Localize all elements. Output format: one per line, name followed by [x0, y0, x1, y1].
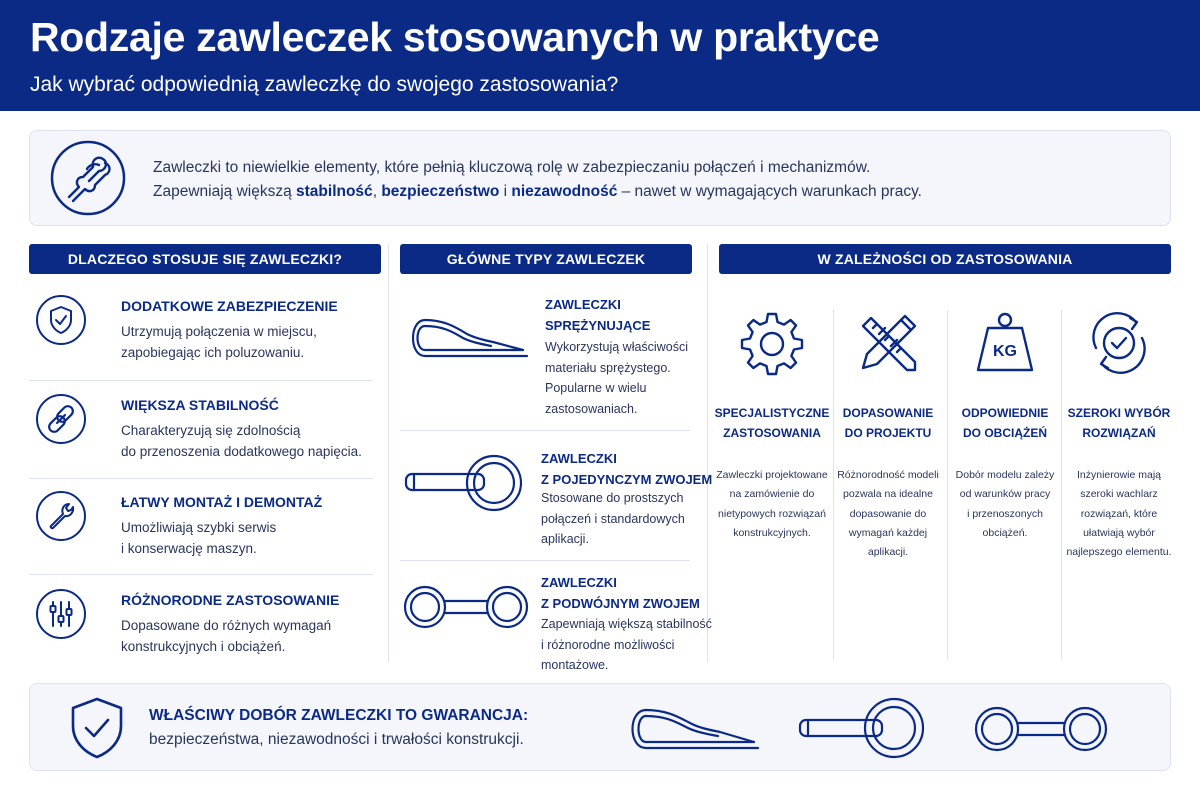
- shield-check-icon: [35, 294, 87, 346]
- svg-text:KG: KG: [993, 343, 1017, 360]
- section-header-apps: W ZALEŻNOŚCI OD ZASTOSOWANIA: [719, 244, 1171, 274]
- why-description: Utrzymują połączenia w miejscu, zapobiegając ich poluzowaniu.: [121, 324, 317, 360]
- row-divider: [29, 478, 373, 479]
- type-title: ZAWLECZKI SPRĘŻYNUJĄCE: [545, 297, 651, 333]
- spring-cotter-pin-image: [405, 312, 533, 364]
- wrench-icon: [35, 490, 87, 542]
- row-divider: [29, 380, 373, 381]
- single-coil-pin-image: [798, 694, 926, 762]
- why-description: Dopasowane do różnych wymagań konstrukcyjnych i obciążeń.: [121, 618, 332, 654]
- page-title: Rodzaje zawleczek stosowanych w praktyce: [30, 14, 880, 60]
- why-title: WIĘKSZA STABILNOŚĆ: [121, 397, 279, 413]
- ruler-pencil-icon: [853, 308, 923, 378]
- header-banner: [0, 0, 1200, 111]
- why-description: Charakteryzują się zdolnością do przenoszenia dodatkowego napięcia.: [121, 423, 362, 459]
- why-item-security: [29, 294, 373, 374]
- shield-check-icon: [68, 696, 126, 760]
- type-item-spring: [400, 292, 700, 422]
- app-description: Inżynierowie mają szeroki wachlarz rozwiązań, które ułatwiają wybór najlepszego elementu.: [1066, 469, 1172, 559]
- row-divider: [29, 574, 373, 575]
- sliders-icon: [35, 588, 87, 640]
- type-item-single: [400, 446, 713, 556]
- single-coil-pin-image: [404, 452, 522, 514]
- app-description: Dobór modelu zależy od warunków pracy i przenoszonych obciążeń.: [955, 469, 1055, 539]
- intro-bold-safety: bezpieczeństwo: [381, 183, 500, 200]
- column-divider: [388, 244, 389, 662]
- app-title: SZEROKI WYBÓR ROZWIĄZAŃ: [1067, 406, 1171, 440]
- why-title: RÓŻNORODNE ZASTOSOWANIE: [121, 592, 340, 608]
- why-title: ŁATWY MONTAŻ I DEMONTAŻ: [121, 494, 323, 510]
- intro-bold-stability: stabilność: [296, 183, 373, 200]
- intro-line-2: Zapewniają większą stabilność, bezpieczeństwo i niezawodność – nawet w wymagających warunkach pracy.: [153, 183, 922, 200]
- type-description: Stosowane do prostszych połączeń i standardowych aplikacji.: [541, 491, 685, 546]
- type-description: Wykorzystują właściwości materiału sprężystego. Popularne w wielu zastosowaniach.: [545, 340, 688, 416]
- cotter-pin-icon: [49, 139, 127, 217]
- app-title: ODPOWIEDNIE DO OBCIĄŻEŃ: [961, 406, 1049, 440]
- app-title: SPECJALISTYCZNE ZASTOSOWANIA: [714, 406, 830, 440]
- why-item-assembly: [29, 490, 373, 570]
- intro-bold-reliability: niezawodność: [511, 183, 618, 200]
- page-subtitle: Jak wybrać odpowiednią zawleczkę do swojego zastosowania?: [30, 73, 619, 96]
- type-item-double: [400, 572, 712, 672]
- why-item-stability: [29, 393, 373, 473]
- footer-panel: [29, 683, 1171, 771]
- refresh-check-icon: [1084, 308, 1154, 378]
- type-title: ZAWLECZKI Z PODWÓJNYM ZWOJEM: [541, 575, 700, 611]
- why-title: DODATKOWE ZABEZPIECZENIE: [121, 298, 338, 314]
- why-description: Umożliwiają szybki serwis i konserwację maszyn.: [121, 520, 277, 556]
- double-coil-pin-image: [402, 584, 530, 630]
- section-header-types: GŁÓWNE TYPY ZAWLECZEK: [400, 244, 692, 274]
- app-title: DOPASOWANIE DO PROJEKTU: [842, 406, 934, 440]
- intro-panel: [29, 130, 1171, 226]
- type-title: ZAWLECZKI Z POJEDYNCZYM ZWOJEM: [541, 451, 713, 487]
- row-divider: [400, 430, 690, 431]
- double-coil-pin-image: [972, 704, 1110, 754]
- intro-line-1: Zawleczki to niewielkie elementy, które pełnią kluczową rolę w zabezpieczaniu połączeń i mechanizmów.: [153, 159, 871, 176]
- why-item-versatility: [29, 588, 373, 668]
- row-divider: [400, 560, 690, 561]
- weight-kg-icon: [970, 308, 1040, 378]
- spring-cotter-pin-image: [624, 700, 764, 756]
- footer-title: WŁAŚCIWY DOBÓR ZAWLECZKI TO GWARANCJA:: [149, 707, 529, 724]
- section-header-why: DLACZEGO STOSUJE SIĘ ZAWLECZKI?: [29, 244, 381, 274]
- type-description: Zapewniają większą stabilność i różnorodne możliwości montażowe.: [541, 617, 712, 672]
- footer-text: bezpieczeństwa, niezawodności i trwałości konstrukcji.: [149, 731, 524, 748]
- app-description: Różnorodność modeli pozwala na idealne dopasowanie do wymagań każdej aplikacji.: [837, 469, 939, 559]
- gear-icon: [737, 308, 807, 378]
- chain-link-icon: [35, 393, 87, 445]
- app-description: Zawleczki projektowane na zamówienie do nietypowych rozwiązań konstrukcyjnych.: [716, 469, 828, 539]
